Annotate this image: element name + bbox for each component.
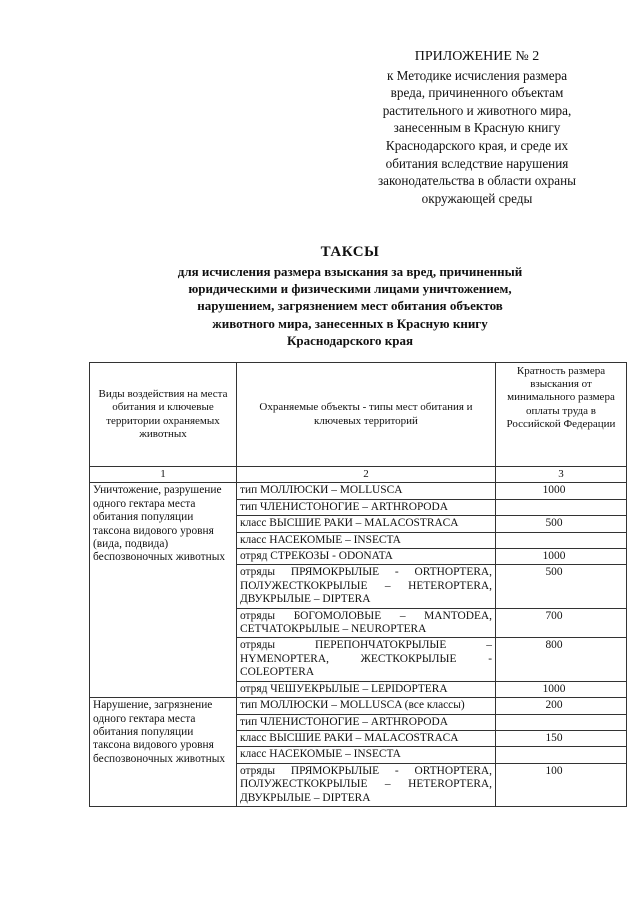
fees-table	[89, 362, 627, 807]
object-cell: отряды ПРЯМОКРЫЛЫЕ - ORTHOPTERA, ПОЛУЖЕСТКОКРЫЛЫЕ – HETEROPTERA, ДВУКРЫЛЫЕ – DIPTERA	[237, 763, 496, 806]
object-cell: отряды ПЕРЕПОНЧАТОКРЫЛЫЕ – HYMENOPTERA, ЖЕСТКОКРЫЛЫЕ - COLEOPTERA	[237, 638, 496, 681]
column-number: 1	[90, 467, 237, 483]
value-cell	[496, 516, 627, 532]
value-text: 1000	[542, 550, 566, 563]
object-cell: класс НАСЕКОМЫЕ – INSECTA	[237, 747, 496, 763]
object-cell: отряды БОГОМОЛОВЫЕ – MANTODEA, СЕТЧАТОКРЫЛЫЕ – NEUROPTERA	[237, 608, 496, 638]
value-cell	[496, 499, 627, 515]
appendix-line: Краснодарского края, и среде их	[385, 137, 569, 153]
value-cell	[496, 565, 627, 608]
appendix-line: занесенным в Красную книгу	[393, 120, 561, 136]
value-text: 800	[545, 639, 563, 652]
object-cell: класс ВЫСШИЕ РАКИ – MALACOSTRACA	[237, 516, 496, 532]
object-cell: отряд ЧЕШУЕКРЫЛЫЕ – LEPIDOPTERA	[237, 681, 496, 697]
value-cell	[496, 483, 627, 499]
header-objects: Охраняемые объекты - типы мест обитания и ключевых территорий	[237, 363, 496, 467]
column-number: 3	[496, 467, 627, 483]
table-row	[90, 698, 627, 714]
value-text: 500	[545, 517, 563, 530]
header-multiplier: Кратность размера взыскания от минимального размера оплаты труда в Российской Федерации	[496, 363, 627, 467]
value-text: 200	[545, 699, 563, 712]
value-cell	[496, 714, 627, 730]
appendix-line: обитания вследствие нарушения	[385, 155, 569, 171]
appendix-line: законодательства в области охраны	[377, 173, 577, 189]
value-cell	[496, 638, 627, 681]
object-cell: тип ЧЛЕНИСТОНОГИЕ – ARTHROPODA	[237, 499, 496, 515]
value-text: 1000	[542, 682, 566, 695]
appendix-line: окружающей среды	[421, 190, 533, 206]
value-cell	[496, 747, 627, 763]
table-row	[90, 483, 627, 499]
value-text: 150	[545, 731, 563, 744]
column-number-row	[90, 467, 627, 483]
header-impact: Виды воздействия на места обитания и ключевые территории охраняемых животных	[90, 363, 237, 467]
title-line: для исчисления размера взыскания за вред, причиненный	[177, 264, 523, 279]
value-text: 100	[545, 764, 563, 777]
appendix-line: к Методике исчисления размера	[386, 67, 568, 83]
document-title	[96, 244, 604, 349]
appendix-line: вреда, причиненного объектам	[390, 85, 564, 101]
table-header-row	[90, 363, 627, 467]
impact-cell: Уничтожение, разрушение одного гектара места обитания популяции таксона видового уровня (вида, подвида) беспозвоночных животных	[90, 483, 237, 698]
object-cell: тип МОЛЛЮСКИ – MOLLUSCA	[237, 483, 496, 499]
value-cell	[496, 698, 627, 714]
value-text: 700	[545, 609, 563, 622]
value-text: 1000	[542, 484, 566, 497]
value-cell	[496, 730, 627, 746]
impact-cell: Нарушение, загрязнение одного гектара места обитания популяции таксона видового уровня беспозвоночных животных	[90, 698, 237, 807]
column-number: 2	[237, 467, 496, 483]
title-line: нарушением, загрязнением мест обитания объектов	[197, 298, 503, 314]
value-cell	[496, 608, 627, 638]
object-cell: класс ВЫСШИЕ РАКИ – MALACOSTRACA	[237, 730, 496, 746]
value-cell	[496, 549, 627, 565]
title-line: юридическими и физическими лицами уничтожением,	[188, 281, 512, 297]
object-cell: отряды ПРЯМОКРЫЛЫЕ - ORTHOPTERA, ПОЛУЖЕСТКОКРЫЛЫЕ – HETEROPTERA, ДВУКРЫЛЫЕ – DIPTERA	[237, 565, 496, 608]
value-cell	[496, 763, 627, 806]
value-text: 500	[545, 566, 563, 579]
value-cell	[496, 532, 627, 548]
object-cell: тип ЧЛЕНИСТОНОГИЕ – ARTHROPODA	[237, 714, 496, 730]
title-line: Краснодарского края	[286, 332, 414, 348]
object-cell: класс НАСЕКОМЫЕ – INSECTA	[237, 532, 496, 548]
title-line: животного мира, занесенных в Красную книгу	[212, 315, 488, 331]
title-main: ТАКСЫ	[320, 244, 380, 260]
appendix-header	[346, 48, 608, 207]
object-cell: тип МОЛЛЮСКИ – MOLLUSCA (все классы)	[237, 698, 496, 714]
value-cell	[496, 681, 627, 697]
appendix-line: растительного и животного мира,	[382, 102, 572, 118]
appendix-heading: ПРИЛОЖЕНИЕ № 2	[414, 49, 540, 64]
object-cell: отряд СТРЕКОЗЫ - ODONATA	[237, 549, 496, 565]
